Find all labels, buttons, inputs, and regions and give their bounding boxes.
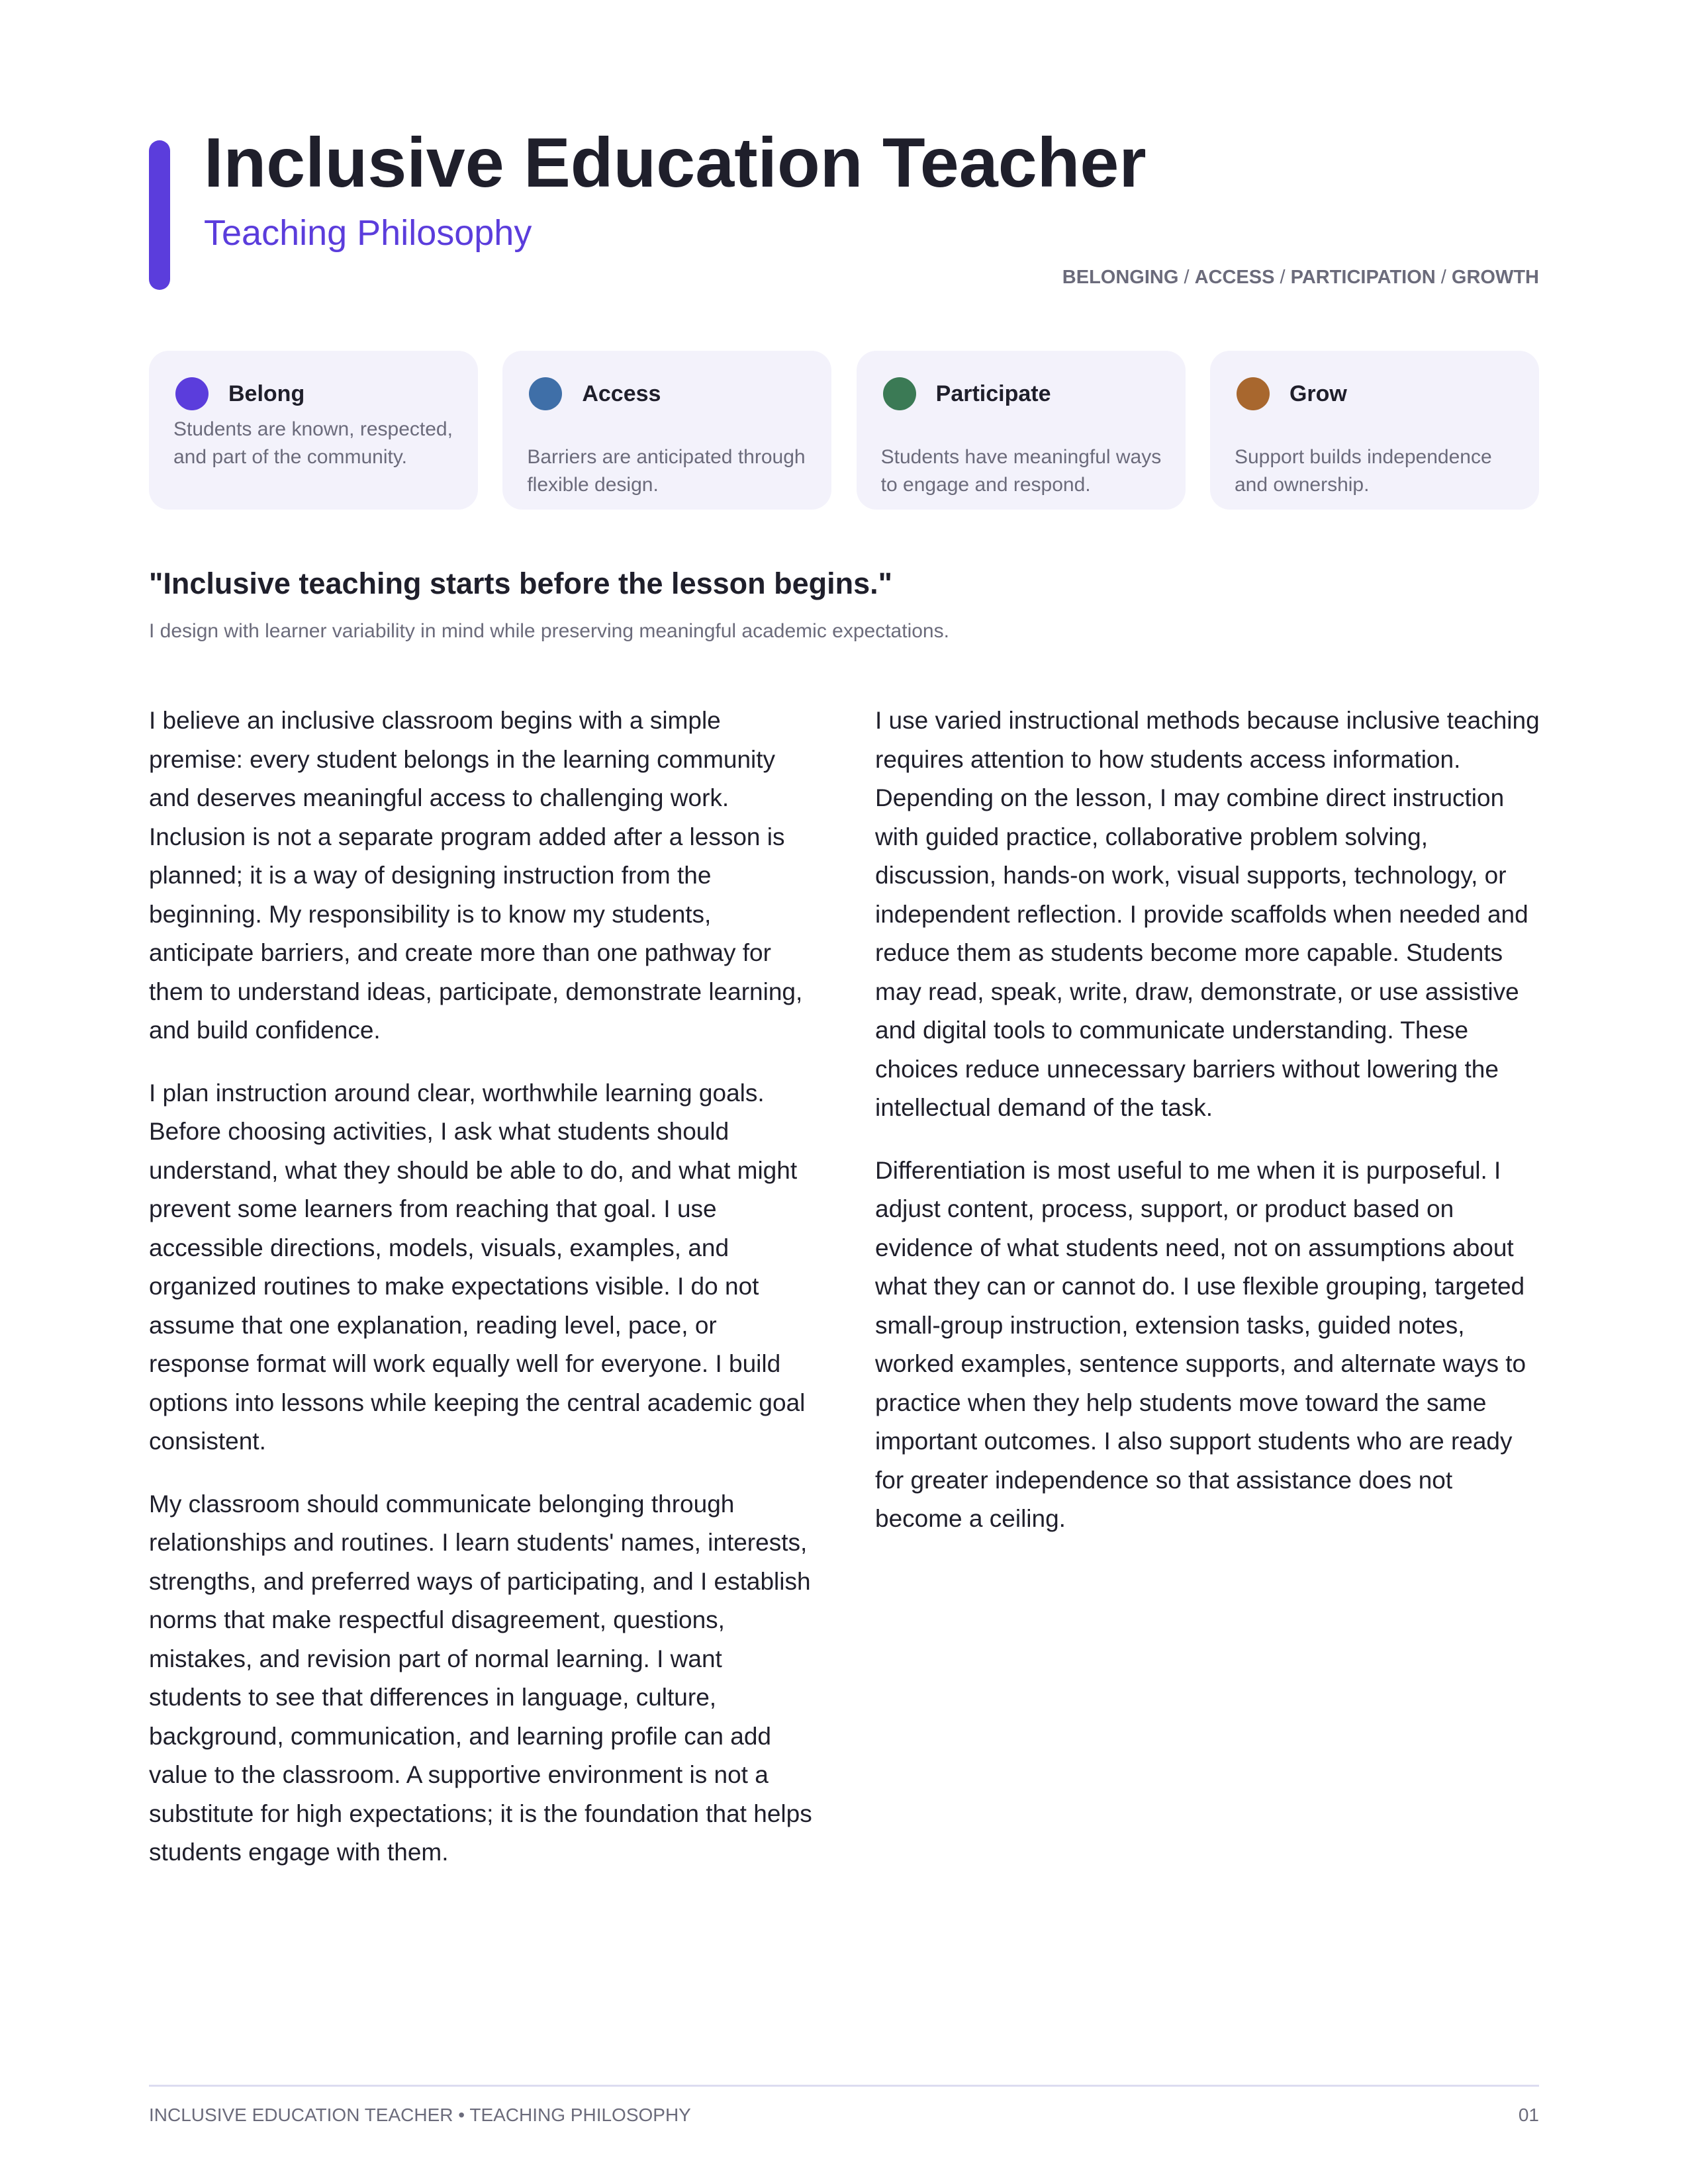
- tagline-item: PARTICIPATION: [1290, 267, 1436, 288]
- tagline-separator: /: [1435, 267, 1452, 288]
- body-paragraph: Differentiation is most useful to me when it is purposeful. I adjust content, process, support, or product based on evidence of what students need, not on assumptions about what they can or cannot do. I use flexible grouping, targeted small-group instruction, extension tasks, guided notes, worked examples, sentence supports, and alternate ways to practice when they help students move toward the same important outcomes. I also support students who are ready for greater independence so that assistance does not become a ceiling.: [875, 1156, 1526, 1532]
- card-text: Students are known, respected, and part of the community.: [173, 418, 453, 468]
- page-number: 01: [1518, 2105, 1539, 2125]
- participate-dot-icon: [883, 377, 916, 410]
- belong-dot-icon: [175, 377, 209, 410]
- body-column-right: [875, 702, 1544, 1563]
- footer-running-title: INCLUSIVE EDUCATION TEACHER • TEACHING PHILOSOPHY: [149, 2105, 691, 2125]
- card-text: Barriers are anticipated through flexible design.: [527, 446, 806, 496]
- tagline-item: GROWTH: [1451, 267, 1539, 288]
- body-paragraph: I use varied instructional methods because inclusive teaching requires attention to how students access information. Depending on the lesson, I may combine direct instruction with guided practice, collaborative problem solving, discussion, hands-on work, visual supports, technology, or independent reflection. I provide scaffolds when needed and reduce them as students become more capable. Students may read, speak, write, draw, demonstrate, or use assistive and digital tools to communicate understanding. These choices reduce unnecessary barriers without lowering the intellectual demand of the task.: [875, 707, 1540, 1121]
- tagline-separator: /: [1274, 267, 1291, 288]
- card-grow: [1210, 351, 1539, 510]
- body-paragraph: I plan instruction around clear, worthwhile learning goals. Before choosing activities, I ask what students should understand, what they should be able to do, and what might prevent some learners from reaching that goal. I use accessible directions, models, visuals, examples, and organized routines to make expectations visible. I do not assume that one explanation, reading level, pace, or response format will work equally well for everyone. I build options into lessons while keeping the central academic goal consistent.: [149, 1079, 806, 1455]
- body-paragraph: I believe an inclusive classroom begins with a simple premise: every student belongs in the learning community and deserves meaningful access to challenging work. Inclusion is not a separate program added after a lesson is planned; it is a way of designing instruction from the beginning. My responsibility is to know my students, anticipate barriers, and create more than one pathway for them to understand ideas, participate, demonstrate learning, and build confidence.: [149, 707, 803, 1044]
- access-dot-icon: [529, 377, 562, 410]
- card-title: Grow: [1289, 381, 1347, 406]
- card-access: [502, 351, 831, 510]
- card-title: Participate: [935, 381, 1051, 406]
- body-column-left: [149, 702, 818, 1896]
- card-text: Support builds independence and ownership.: [1234, 446, 1492, 496]
- page-subtitle: Teaching Philosophy: [204, 213, 532, 253]
- card-title: Belong: [228, 381, 305, 406]
- footer-divider: [149, 2085, 1539, 2087]
- pull-quote: "Inclusive teaching starts before the lesson begins.": [149, 567, 892, 600]
- grow-dot-icon: [1237, 377, 1270, 410]
- body-paragraph: My classroom should communicate belonging through relationships and routines. I learn students' names, interests, strengths, and preferred ways of participating, and I establish norms that make respectful disagreement, questions, mistakes, and revision part of normal learning. I want students to see that differences in language, culture, background, communication, and learning profile can add value to the classroom. A supportive environment is not a substitute for high expectations; it is the foundation that helps students engage with them.: [149, 1490, 812, 1866]
- tagline-item: ACCESS: [1194, 267, 1275, 288]
- tagline-item: BELONGING: [1062, 267, 1179, 288]
- card-belong: [149, 351, 478, 510]
- card-participate: [857, 351, 1186, 510]
- pull-quote-subtext: I design with learner variability in mind while preserving meaningful academic expectations.: [149, 620, 949, 642]
- tagline-separator: /: [1178, 267, 1195, 288]
- card-text: Students have meaningful ways to engage and respond.: [880, 446, 1162, 496]
- principle-cards: [149, 351, 1539, 510]
- theme-tagline: [1062, 267, 1539, 289]
- page-title: Inclusive Education Teacher: [204, 124, 1147, 202]
- title-accent-bar: [149, 140, 170, 290]
- card-title: Access: [582, 381, 661, 406]
